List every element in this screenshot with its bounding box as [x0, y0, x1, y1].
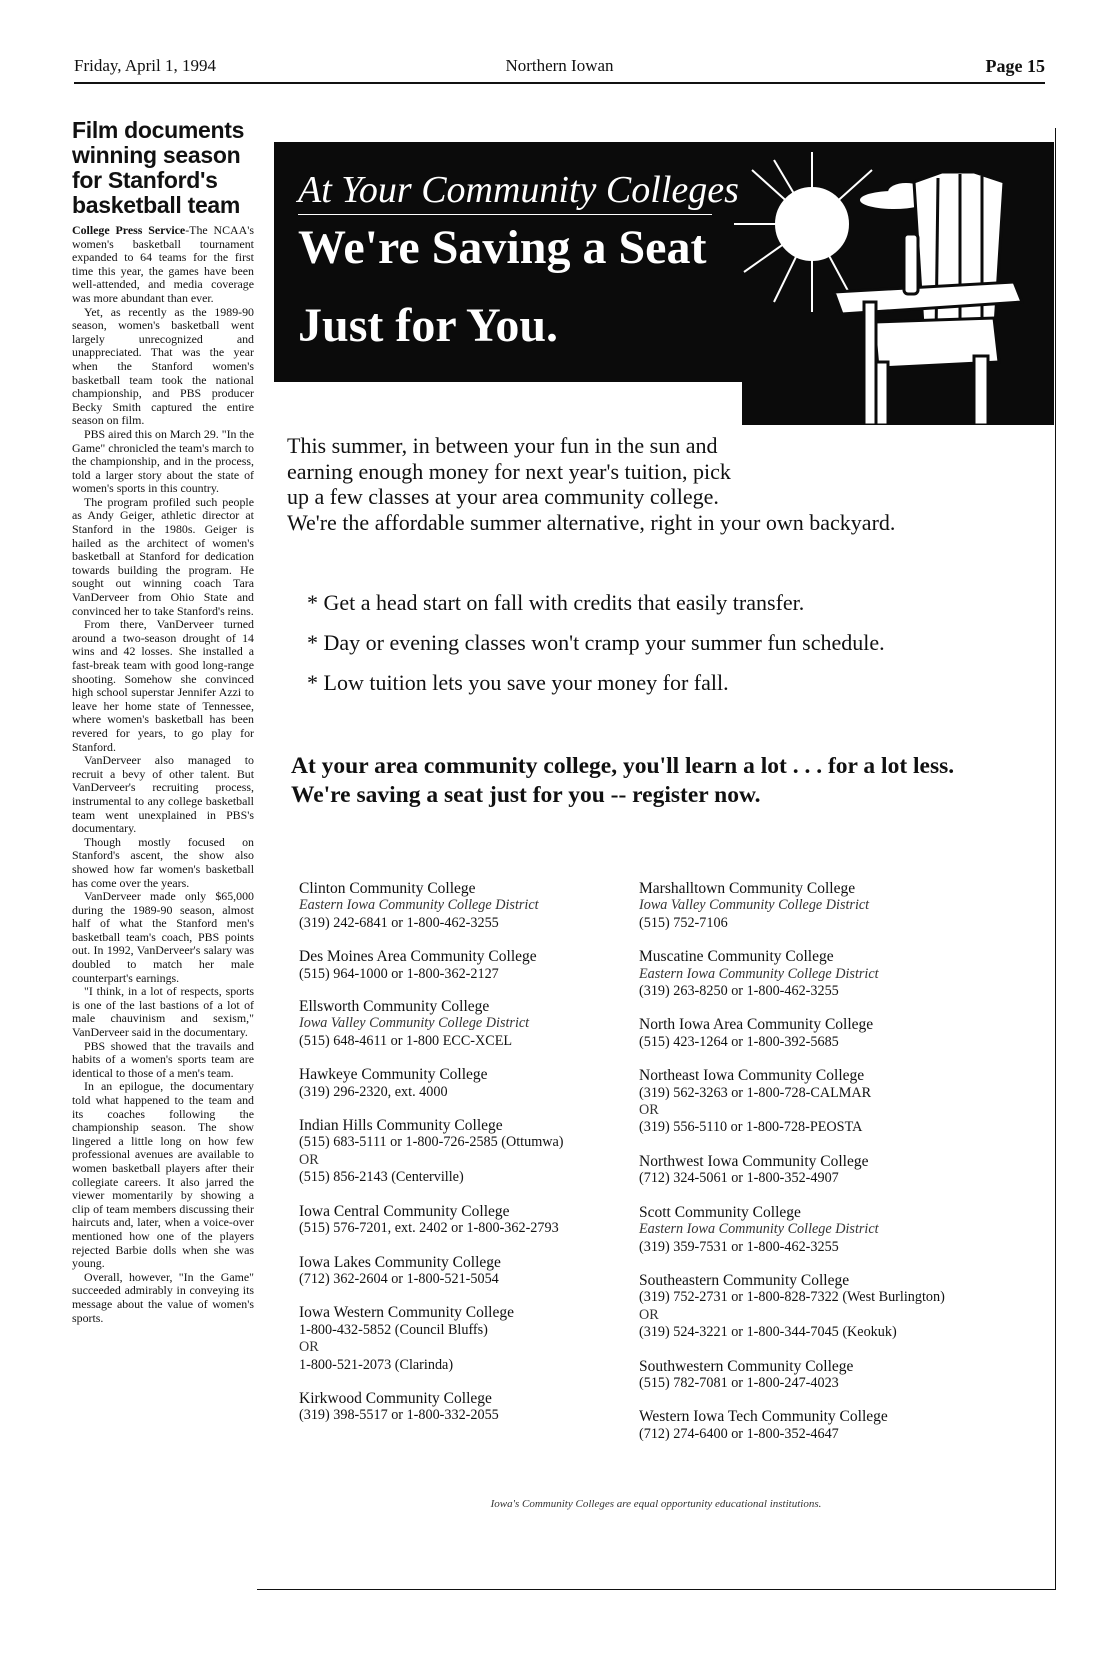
intro-line: earning enough money for next year's tuition, pick: [287, 458, 731, 484]
college-phone: (515) 683-5111 or 1-800-726-2585 (Ottumwa): [299, 1134, 564, 1151]
college-entry: [639, 880, 1039, 932]
college-entry: [299, 1254, 639, 1289]
college-name: Scott Community College: [639, 1203, 801, 1221]
college-entry: [299, 1203, 639, 1238]
college-name: Iowa Central Community College: [299, 1202, 510, 1220]
or-separator: OR: [639, 1306, 659, 1323]
or-separator: OR: [639, 1102, 659, 1119]
banner-cutout: [274, 382, 742, 425]
article-paragraph: Though mostly focused on Stanford's ascent, the show also showed how far women's basketball has come over the years.: [72, 834, 254, 890]
college-name: Northwest Iowa Community College: [639, 1152, 869, 1170]
college-phone: (515) 576-7201, ext. 2402 or 1-800-362-2793: [299, 1220, 559, 1237]
college-phone: (319) 524-3221 or 1-800-344-7045 (Keokuk): [639, 1324, 897, 1341]
article-body: [72, 224, 254, 1325]
college-phone: (515) 752-7106: [639, 914, 728, 931]
tagline-line: At your area community college, you'll learn a lot . . . for a lot less.: [291, 753, 955, 779]
article-paragraph: PBS aired this on March 29. "In the Game" chronicled the team's march to the championship, and in the process, told a larger story about the state of women's sports in this country.: [72, 426, 254, 496]
college-entry: [639, 1408, 1039, 1443]
ad-bullet-list: [307, 583, 947, 703]
intro-line: up a few classes at your area community college.: [287, 484, 719, 509]
college-phone: (319) 398-5517 or 1-800-332-2055: [299, 1407, 499, 1424]
issue-date: Friday, April 1, 1994: [74, 56, 216, 75]
college-district: Eastern Iowa Community College District: [639, 965, 879, 982]
banner-subheadline: Just for You.: [298, 299, 559, 352]
college-list-left: [299, 880, 639, 1425]
college-district: Iowa Valley Community College District: [299, 1015, 530, 1032]
college-phone: (515) 856-2143 (Centerville): [299, 1169, 464, 1186]
page-number: Page 15: [985, 56, 1045, 76]
college-name: Ellsworth Community College: [299, 998, 490, 1016]
college-name: North Iowa Area Community College: [639, 1016, 874, 1034]
college-entry: [639, 948, 1039, 1000]
college-phone: (319) 263-8250 or 1-800-462-3255: [639, 983, 839, 1000]
college-entry: [639, 1153, 1039, 1188]
college-phone: (515) 964-1000 or 1-800-362-2127: [299, 965, 499, 982]
college-phone: (515) 648-4611 or 1-800 ECC-XCEL: [299, 1032, 513, 1049]
college-name: Hawkeye Community College: [299, 1066, 488, 1084]
college-name: Marshalltown Community College: [639, 880, 856, 897]
banner-kicker: At Your Community Colleges: [298, 169, 739, 211]
intro-line: This summer, in between your fun in the sun and: [287, 433, 718, 458]
college-district: Eastern Iowa Community College District: [639, 1221, 879, 1238]
article-paragraph: The program profiled such people as Andy Geiger, athletic director at Stanford in the 1980s. Geiger is hailed as the architect of women's basketball at Stanford for dedication towards building the program. He sought out winning coach Tara VanDerveer from Ohio State and convinced her to take Stanford's reins.: [72, 494, 254, 618]
college-name: Des Moines Area Community College: [299, 948, 537, 966]
college-entry: [299, 1390, 639, 1425]
tagline-line: We're saving a seat just for you -- register now.: [291, 782, 761, 808]
banner-headline: We're Saving a Seat: [298, 221, 707, 274]
college-phone: 1-800-521-2073 (Clarinda): [299, 1356, 454, 1373]
article-paragraph: VanDerveer made only $65,000 during the 1989-90 season, almost half of what the Stanford men's basketball team's coach, PBS points out. In 1992, VanDerveer's salary was doubled to match her male counterpart's earnings.: [72, 889, 254, 985]
college-phone: (712) 324-5061 or 1-800-352-4907: [639, 1170, 839, 1187]
article-paragraph: Yet, as recently as the 1989-90 season, women's basketball went largely unrecognized and unappreciated. That was the year when the Stanford women's basketball team took the national championship, and PBS producer Becky Smith captured the entire season on film.: [72, 304, 254, 428]
banner-underline: [298, 214, 712, 215]
college-name: Iowa Western Community College: [299, 1304, 515, 1322]
ad-footer: Iowa's Community Colleges are equal opportunity educational institutions.: [490, 1498, 822, 1510]
college-district: Iowa Valley Community College District: [639, 897, 870, 914]
article-paragraph: From there, VanDerveer turned around a two-season drought of 14 wins and 42 losses. She installed a fast-break team with good long-range shooting. Somehow she convinced high school superstar Jennifer Azzi to leave her home state of Tennessee, where women's basketball has been revered for years, to go play for Stanford.: [72, 617, 254, 754]
college-name: Kirkwood Community College: [299, 1389, 492, 1407]
community-college-ad: [257, 128, 1056, 1590]
college-phone: (319) 242-6841 or 1-800-462-3255: [299, 914, 499, 931]
adirondack-chair-icon: [834, 172, 1022, 425]
newspaper-name: Northern Iowan: [505, 56, 614, 75]
sun-icon: [734, 152, 872, 312]
article: [72, 118, 254, 1325]
college-phone: (515) 423-1264 or 1-800-392-5685: [639, 1033, 839, 1050]
college-phone: 1-800-432-5852 (Council Bluffs): [299, 1321, 488, 1338]
college-entry: [299, 948, 639, 983]
college-phone: (319) 752-2731 or 1-800-828-7322 (West Burlington): [639, 1289, 945, 1306]
header-rule: [74, 82, 1045, 84]
college-entry: [639, 1067, 1039, 1137]
college-name: Southeastern Community College: [639, 1271, 850, 1289]
article-paragraph: College Press Service-The NCAA's women's basketball tournament expanded to 64 teams for the first time this year, the games have been well-attended, and media coverage was more abundant than ever.: [72, 223, 254, 305]
college-entry: [639, 1204, 1039, 1256]
bullet-item: * Get a head start on fall with credits that easily transfer.: [307, 590, 805, 615]
article-paragraph: In an epilogue, the documentary told what happened to the team and its coaches following the championship season. The show lingered a little long on how few professional avenues are available to women basketball players after their collegiate careers. It also jarred the viewer momentarily by showing a clip of team members discussing their haircuts and, later, when a voice-over mentioned how one of the players rejected Barbie dolls when she was young.: [72, 1079, 254, 1271]
article-paragraph: PBS showed that the travails and habits of a women's sports team are identical to those of a men's team.: [72, 1038, 254, 1080]
college-entry: [299, 1066, 639, 1101]
college-entry: [299, 880, 639, 932]
college-list-right: [639, 880, 1039, 1443]
college-phone: (319) 359-7531 or 1-800-462-3255: [639, 1238, 839, 1255]
college-name: Northeast Iowa Community College: [639, 1067, 865, 1085]
college-name: Indian Hills Community College: [299, 1117, 503, 1135]
college-name: Western Iowa Tech Community College: [639, 1408, 888, 1426]
article-paragraph: "I think, in a lot of respects, sports is one of the last bastions of a lot of male chauvinism and sexism," VanDerveer said in the documentary.: [72, 984, 254, 1040]
college-district: Eastern Iowa Community College District: [299, 897, 539, 914]
article-paragraph: VanDerveer also managed to recruit a bevy of other talent. But VanDerveer's recruiting process, instrumental to any college basketball team went unexplained in PBS's documentary.: [72, 753, 254, 836]
college-phone: (319) 562-3263 or 1-800-728-CALMAR: [639, 1084, 872, 1101]
college-phone: (319) 556-5110 or 1-800-728-PEOSTA: [639, 1119, 863, 1136]
bullet-item: * Low tuition lets you save your money for fall.: [307, 670, 729, 695]
college-phone: (712) 274-6400 or 1-800-352-4647: [639, 1425, 839, 1442]
college-phone: (712) 362-2604 or 1-800-521-5054: [299, 1270, 499, 1287]
college-phone: (319) 296-2320, ext. 4000: [299, 1083, 448, 1100]
college-phone: (515) 782-7081 or 1-800-247-4023: [639, 1374, 839, 1391]
college-entry: [639, 1358, 1039, 1393]
ad-banner: [274, 142, 1054, 425]
college-name: Clinton Community College: [299, 880, 476, 897]
college-name: Muscatine Community College: [639, 948, 834, 966]
page-header: [74, 56, 1045, 80]
college-entry: [639, 1272, 1039, 1342]
or-separator: OR: [299, 1339, 319, 1356]
or-separator: OR: [299, 1151, 319, 1168]
article-byline: College Press Service: [72, 223, 186, 237]
ad-intro: [287, 433, 937, 535]
college-entry: [299, 1117, 639, 1187]
college-entry: [299, 998, 639, 1050]
ad-tagline: [291, 752, 1031, 810]
college-name: Iowa Lakes Community College: [299, 1253, 501, 1271]
college-entry: [639, 1016, 1039, 1051]
intro-line: We're the affordable summer alternative, right in your own backyard.: [287, 509, 896, 535]
article-paragraph: Overall, however, "In the Game" succeeded admirably in conveying its message about the value of women's sports.: [72, 1269, 254, 1325]
college-name: Southwestern Community College: [639, 1357, 854, 1375]
bullet-item: * Day or evening classes won't cramp your summer fun schedule.: [307, 630, 885, 655]
college-entry: [299, 1304, 639, 1374]
article-headline: Film documents winning season for Stanford's basketball team: [72, 117, 245, 218]
